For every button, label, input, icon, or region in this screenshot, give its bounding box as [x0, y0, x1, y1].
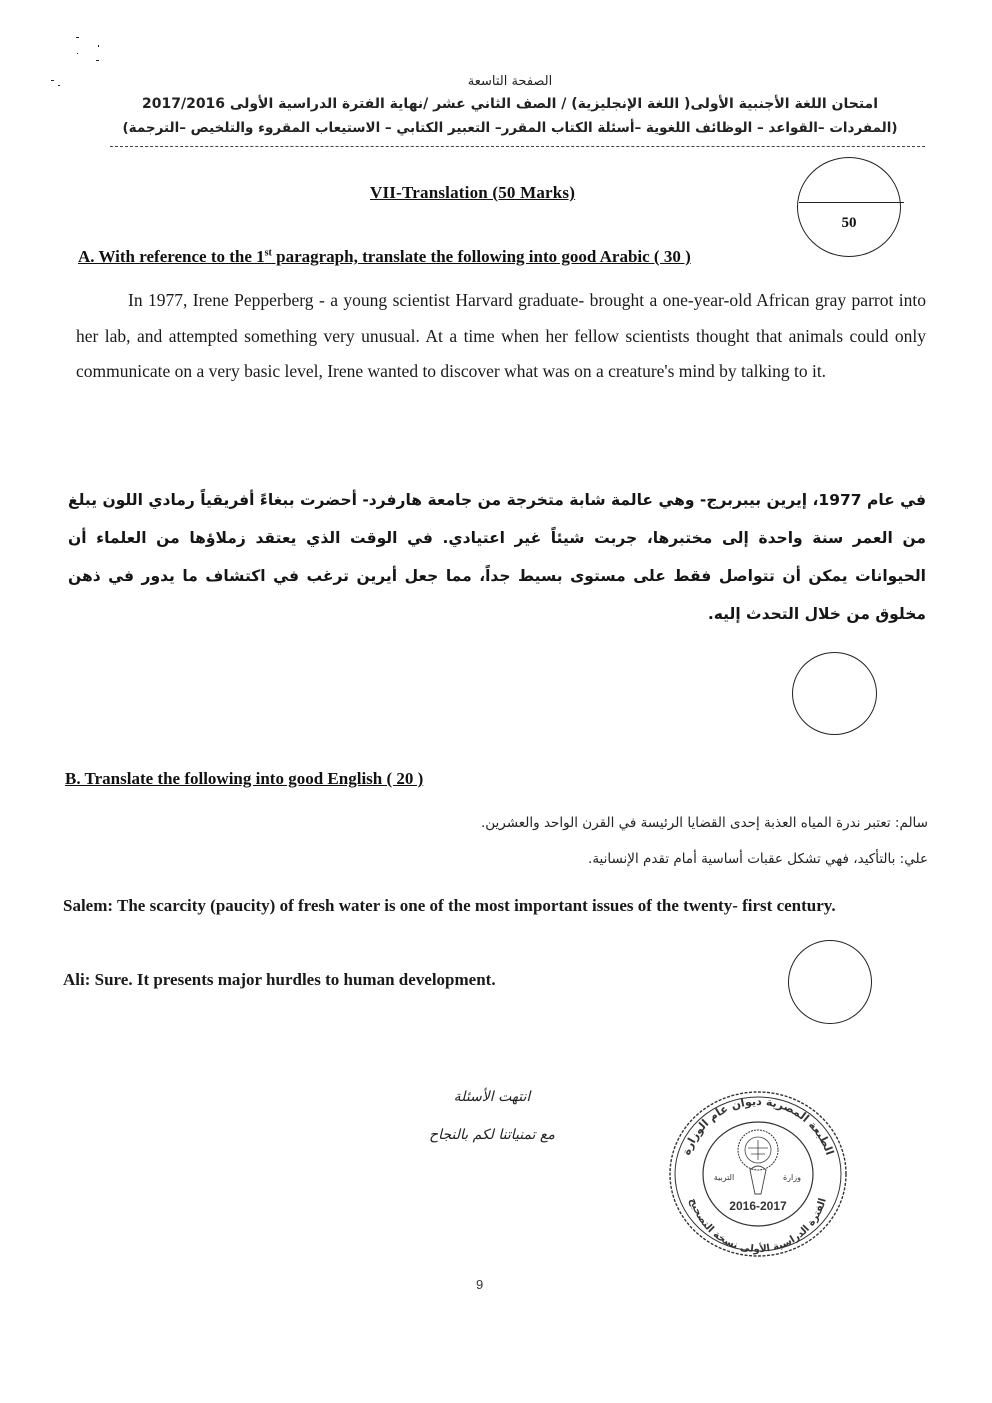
- total-score-circle: [797, 157, 901, 257]
- stamp-year: 2016-2017: [729, 1199, 787, 1213]
- total-score-value: 50: [841, 215, 857, 231]
- stamp-left-label: التربية: [713, 1173, 735, 1182]
- question-b-score-circle: [788, 940, 872, 1024]
- exam-scope: (المفردات –القواعد – الوظائف اللغوية –أسئلة الكتاب المقرر– التعبير الكتابي – الاستيعاب المقروء والتلخيص –الترجمة): [122, 120, 898, 136]
- question-b-source-line-ali: علي: بالتأكيد، فهي تشكل عقبات أساسية أمام تقدم الإنسانية.: [588, 851, 928, 867]
- page-label: الصفحة التاسعة: [467, 74, 553, 89]
- scan-speck: [77, 53, 78, 54]
- official-stamp: [658, 1082, 858, 1262]
- source-text: In 1977, Irene Pepperberg - a young scientist Harvard graduate- brought a one-year-old African gray parrot into her lab, and attempted something very unusual. At a time when her fellow scientists thought that animals could only communicate on a very basic level, Irene wanted to discover what was on a creature's mind by talking to it.: [76, 290, 926, 381]
- page-number: 9: [476, 1277, 484, 1292]
- scan-speck: [76, 37, 79, 38]
- scan-speck: [58, 85, 60, 86]
- question-b-answer-salem: Salem: The scarcity (paucity) of fresh water is one of the most important issues of the twenty- first century.: [63, 896, 836, 915]
- header-divider: [110, 146, 925, 147]
- question-a-heading-text: A. With reference to the 1: [78, 247, 265, 266]
- ordinal-suffix: st: [264, 247, 272, 259]
- stamp-bottom-text: الفترة الدراسية الأولى نسخة التصحيح: [687, 1196, 829, 1256]
- scan-speck: [51, 80, 54, 81]
- question-a-score-circle: [792, 652, 877, 735]
- scan-speck: [96, 60, 99, 61]
- stamp-right-label: وزارة: [782, 1173, 802, 1182]
- question-b-heading: B. Translate the following into good English ( 20 ): [65, 769, 424, 788]
- question-a-heading-text-rest: paragraph, translate the following into good Arabic ( 30 ): [271, 247, 691, 266]
- score-divider: [799, 202, 904, 203]
- stamp-top-text: الطبعة المصرية ديوان عام الوزارة: [679, 1094, 837, 1157]
- section-title: VII-Translation (50 Marks): [370, 183, 576, 202]
- exam-title: امتحان اللغة الأجنبية الأولى( اللغة الإنجليزية) / الصف الثاني عشر /نهاية الفترة الدراسية الأولى 2017/2016: [142, 96, 878, 112]
- closing-end-of-questions: انتهت الأسئلة: [453, 1089, 531, 1105]
- stamp-seal-icon: [658, 1082, 858, 1262]
- question-b-source-line-salem: سالم: تعتبر ندرة المياه العذبة إحدى القضايا الرئيسة في القرن الواحد والعشرين.: [480, 815, 928, 831]
- scan-speck: [98, 45, 99, 47]
- question-a-arabic-answer: في عام 1977، إيرين بيبربرج- وهي عالمة شابة متخرجة من جامعة هارفرد- أحضرت ببغاءً أفريقياً رمادي اللون يبلغ من العمر سنة واحدة إلى مختبرها، جربت شيئاً غير اعتيادي. في الوقت الذي يعتقد زملاؤها من العلماء أن الحيوانات يمكن أن تتواصل فقط على مستوى بسيط جداً، مما جعل أيرين ترغب في اكتشاف ما يدور في ذهن مخلوق من خلال التحدث إليه.: [68, 491, 926, 623]
- question-b-answer-ali: Ali: Sure. It presents major hurdles to human development.: [63, 970, 496, 989]
- question-a-heading: [78, 247, 888, 267]
- closing-good-luck: مع تمنياتنا لكم بالنجاح: [429, 1127, 555, 1143]
- question-a-source-paragraph: [76, 283, 926, 390]
